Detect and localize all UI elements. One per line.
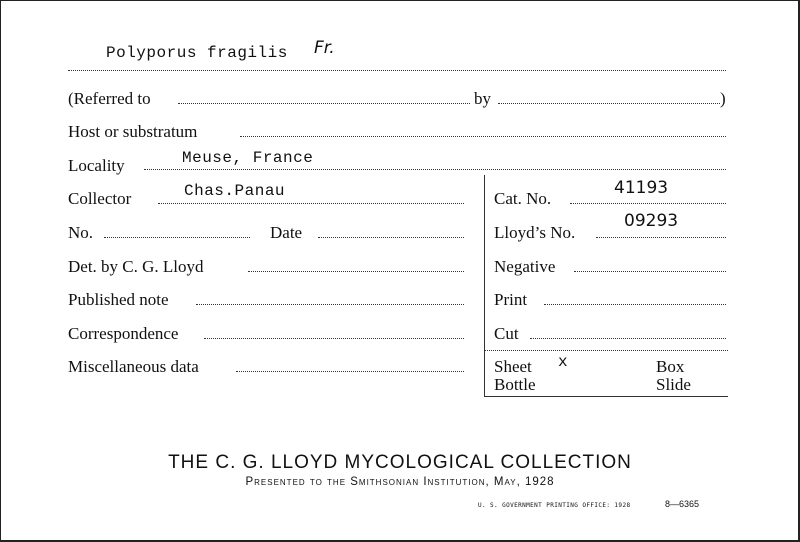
no-line	[104, 237, 250, 238]
print-label: Print	[494, 290, 528, 309]
cat-no-line	[570, 203, 726, 204]
referred-to-label: (Referred to	[68, 89, 151, 108]
det-by-label: Det. by C. G. Lloyd	[68, 257, 204, 276]
species-name: Polyporus fragilis	[106, 44, 288, 62]
no-label: No.	[68, 223, 94, 242]
close-paren: )	[720, 89, 726, 108]
lloyds-no-line	[596, 237, 726, 238]
locality-line	[144, 169, 726, 170]
collection-subtitle: Presented to the Smithsonian Institution, May, 1928	[245, 476, 555, 488]
cut-label: Cut	[494, 324, 519, 343]
collector-label: Collector	[68, 189, 132, 208]
correspondence-label: Correspondence	[68, 324, 179, 343]
published-note-line	[196, 304, 464, 305]
sheet-label: Sheet	[494, 357, 532, 376]
collector-value: Chas.Panau	[184, 182, 286, 200]
by-label: by	[474, 89, 491, 108]
collector-line	[158, 203, 464, 204]
printing-office-note: U. S. GOVERNMENT PRINTING OFFICE: 1928	[478, 502, 631, 509]
correspondence-line	[204, 338, 464, 339]
det-by-line	[248, 271, 464, 272]
locality-label: Locality	[68, 156, 125, 175]
box-bottom-border	[484, 396, 728, 397]
collection-title: THE C. G. LLOYD MYCOLOGICAL COLLECTION	[168, 452, 632, 473]
species-authority: Fr.	[314, 38, 335, 58]
sheet-box-top-line	[484, 350, 728, 351]
box-left-border	[484, 175, 485, 397]
date-line	[318, 237, 464, 238]
date-label: Date	[270, 223, 303, 242]
published-note-label: Published note	[68, 290, 169, 309]
print-line	[544, 304, 726, 305]
negative-line	[574, 271, 726, 272]
locality-value: Meuse, France	[182, 149, 314, 167]
lloyds-no-value: 09293	[624, 211, 679, 231]
misc-data-line	[236, 371, 464, 372]
host-label: Host or substratum	[68, 122, 198, 141]
sheet-mark: x	[558, 353, 569, 371]
negative-label: Negative	[494, 257, 556, 276]
slide-label: Slide	[656, 375, 691, 394]
by-line	[498, 103, 720, 104]
card-top-edge	[0, 0, 800, 1]
cat-no-value: 41193	[614, 178, 669, 198]
referred-to-line	[178, 103, 470, 104]
box-label: Box	[656, 357, 685, 376]
cut-line	[530, 338, 726, 339]
lloyds-no-label: Lloyd’s No.	[494, 223, 576, 242]
cat-no-label: Cat. No.	[494, 189, 552, 208]
species-line	[68, 70, 726, 71]
bottle-label: Bottle	[494, 375, 536, 394]
host-line	[240, 136, 726, 137]
misc-data-label: Miscellaneous data	[68, 357, 199, 376]
form-number: 8—6365	[665, 499, 700, 509]
